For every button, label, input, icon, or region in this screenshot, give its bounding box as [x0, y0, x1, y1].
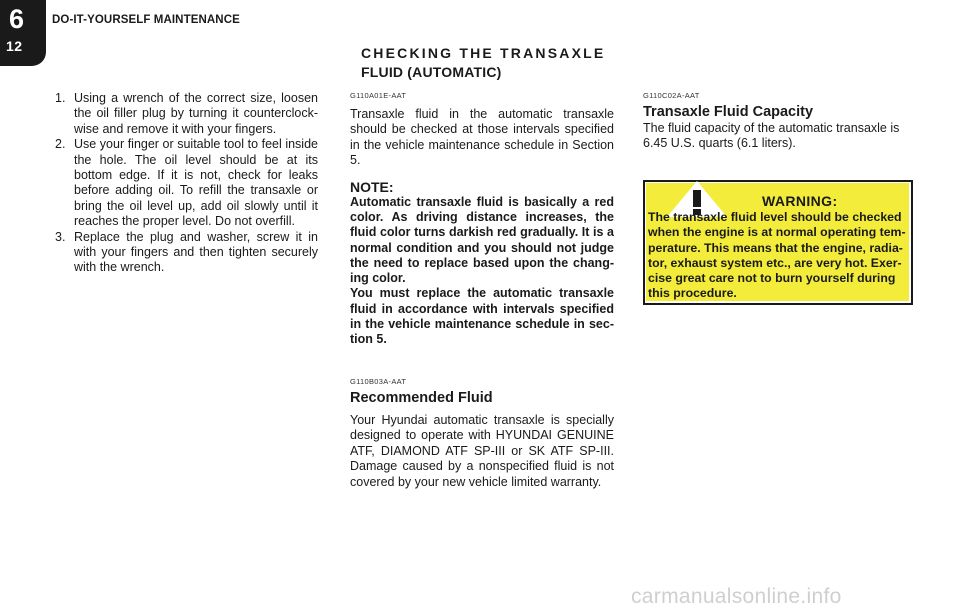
warning-panel — [646, 183, 909, 301]
capacity-section — [643, 91, 911, 152]
warning-box — [643, 180, 913, 305]
step-item — [52, 91, 318, 137]
intro-code: G110A01E-AAT — [350, 91, 407, 100]
section-title-line2: FLUID (AUTOMATIC) — [361, 64, 502, 80]
warning-text: The transaxle fluid level should be checked when the engine is at normal operating tem-perature. This means that the engine, radia-tor, exhaust system etc., are very hot. Exer-cise great care not to burn yourself during this procedure. — [648, 210, 906, 301]
warning-title: WARNING: — [762, 193, 838, 209]
note-paragraph-1: Automatic transaxle fluid is basically a red color. As driving distance increases, the fluid color turns darkish red gradually. It is a normal condition and you should not judge the need to replace based upon the chang-ing color. — [350, 194, 614, 286]
recommended-code: G110B03A-AAT — [350, 377, 407, 386]
note-heading: NOTE: — [350, 178, 394, 195]
watermark: carmanualsonline.info — [631, 585, 842, 608]
step-text: Using a wrench of the correct size, loosen the oil filler plug by turning it counterclock-wise and remove it with your fingers. — [74, 91, 318, 136]
step-text: Replace the plug and washer, screw it in with your fingers and then tighten securely with the wrench. — [74, 229, 318, 275]
capacity-heading: Transaxle Fluid Capacity — [643, 104, 814, 120]
chapter-number: 6 — [9, 4, 25, 34]
intro-section — [350, 91, 614, 348]
step-item — [52, 230, 318, 276]
note-paragraph-2: You must replace the automatic transaxle fluid in accordance with intervals specified in the vehicle maintenance schedule in sec-tion 5. — [350, 286, 614, 347]
step-number: 3. — [55, 229, 66, 244]
recommended-text: Your Hyundai automatic transaxle is specially designed to operate with HYUNDAI GENUINE ATF, DIAMOND ATF SP-III or SK ATF SP-III. Damage caused by a nonspecified fluid is not covered by your new vehicle limited warranty. — [350, 413, 614, 489]
step-text: Use your finger or suitable tool to feel inside the hole. The oil level should be at its bottom edge. If it is not, check for leaks before adding oil. To refill the transaxle or bring the oil level up, add oil slowly until it reaches the proper level. Do not overfill. — [74, 137, 318, 229]
recommended-heading: Recommended Fluid — [350, 390, 493, 406]
capacity-code: G110C02A-AAT — [643, 91, 700, 100]
recommended-fluid-section — [350, 377, 614, 490]
intro-text: Transaxle fluid in the automatic transaxle should be checked at those intervals specified in the vehicle maintenance schedule in Section 5. — [350, 107, 614, 168]
chapter-tab — [0, 0, 46, 66]
step-item — [52, 137, 318, 229]
page-number: 12 — [6, 38, 23, 54]
section-title-line1: CHECKING THE TRANSAXLE — [361, 45, 606, 61]
procedure-steps — [52, 91, 318, 276]
chapter-title: DO-IT-YOURSELF MAINTENANCE — [52, 14, 240, 26]
step-number: 1. — [55, 91, 66, 105]
capacity-text: The fluid capacity of the automatic transaxle is 6.45 U.S. quarts (6.1 liters). — [643, 121, 900, 151]
step-number: 2. — [55, 137, 66, 152]
